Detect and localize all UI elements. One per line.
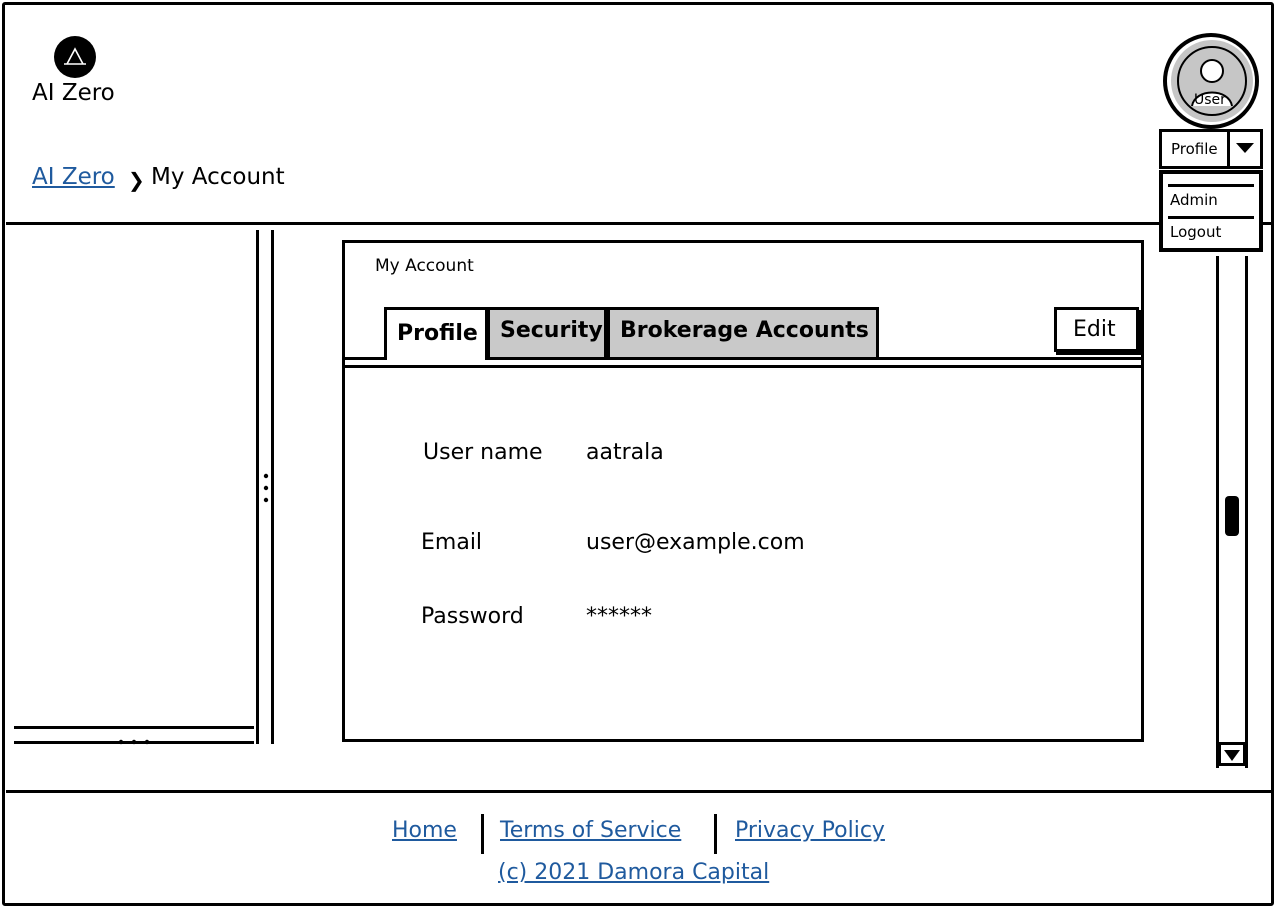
logo-icon	[54, 36, 96, 78]
panel-divider	[14, 726, 254, 729]
email-label: Email	[421, 530, 483, 555]
footer-privacy-link[interactable]: Privacy Policy	[735, 818, 885, 843]
arrow-down-icon	[1224, 750, 1240, 761]
menu-item-admin[interactable]: Admin	[1170, 191, 1218, 209]
username-value: aatrala	[586, 440, 664, 465]
edit-button[interactable]: Edit	[1054, 307, 1139, 352]
scrollbar-thumb[interactable]	[1225, 496, 1239, 536]
tab-security[interactable]: Security	[487, 307, 607, 359]
breadcrumb-chevron-icon: ❯	[128, 168, 145, 192]
username-label: User name	[423, 440, 543, 465]
menu-divider	[1168, 216, 1254, 219]
password-value: ******	[586, 604, 652, 629]
footer-terms-link[interactable]: Terms of Service	[500, 818, 682, 843]
footer-separator	[481, 814, 484, 854]
tab-brokerage-accounts[interactable]: Brokerage Accounts	[607, 307, 879, 359]
breadcrumb-current: My Account	[151, 164, 285, 190]
splitter-line	[271, 230, 274, 744]
splitter-line	[256, 230, 259, 744]
profile-dropdown-value: Profile	[1171, 140, 1218, 158]
splitter-handle[interactable]	[262, 472, 270, 510]
menu-divider	[1168, 184, 1254, 187]
footer-home-link[interactable]: Home	[392, 818, 457, 843]
avatar-label: User	[1194, 92, 1226, 108]
footer-divider	[6, 790, 1274, 793]
menu-item-logout[interactable]: Logout	[1170, 223, 1222, 241]
user-icon	[1171, 40, 1253, 122]
email-value: user@example.com	[586, 530, 805, 555]
app-name: AI Zero	[32, 80, 115, 106]
horizontal-handle[interactable]	[116, 731, 152, 750]
tab-profile[interactable]: Profile	[384, 307, 488, 360]
footer-copyright[interactable]: (c) 2021 Damora Capital	[498, 860, 770, 885]
footer-separator	[714, 814, 717, 854]
chevron-down-icon[interactable]	[1236, 143, 1254, 153]
card-title: My Account	[375, 256, 474, 276]
header-divider	[6, 222, 1274, 225]
dropdown-divider	[1227, 130, 1230, 168]
tab-strip-rule	[344, 365, 1142, 368]
breadcrumb-home-link[interactable]: AI Zero	[32, 164, 115, 190]
password-label: Password	[421, 604, 524, 629]
